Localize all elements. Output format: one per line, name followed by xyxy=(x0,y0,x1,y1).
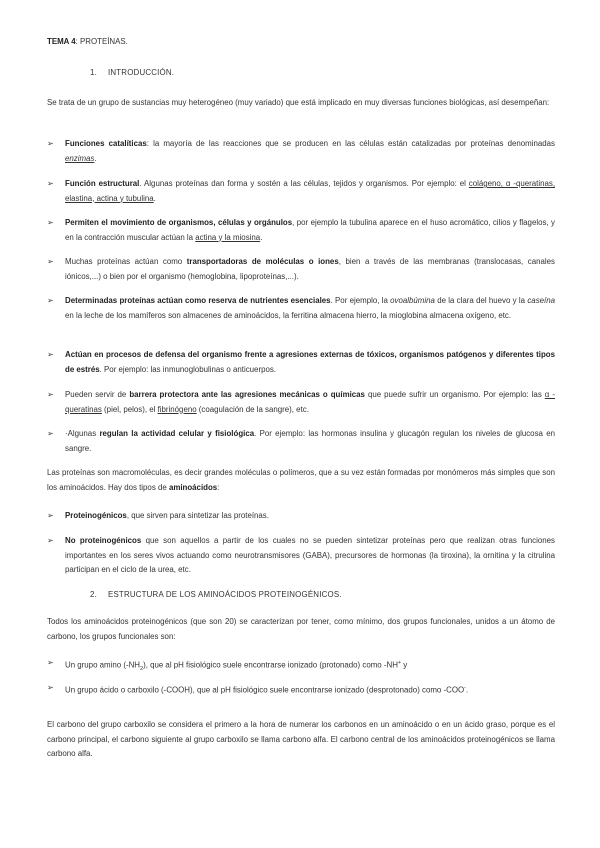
list-item: ➢ Proteinogénicos, que sirven para sintetizar las proteínas. xyxy=(47,509,555,524)
arrow-bullet-icon: ➢ xyxy=(47,218,54,227)
arrow-bullet-icon: ➢ xyxy=(47,350,54,359)
arrow-bullet-icon: ➢ xyxy=(47,257,54,266)
list-item: ➢ Un grupo amino $(-NH_2)$, que al pH fisiológico suele encontrarse ionizado (protonado) como -NH+ y xyxy=(47,658,408,673)
list-item: ➢ Determinadas proteínas actúan como reserva de nutrientes esenciales. Por ejemplo, la ovoalbúmina de la clara del huevo y la caseína en la leche de los mamíferos son almacenes de aminoácidos, la ferritina almacena hierro, la mioglobina almacena oxígeno, etc. xyxy=(47,296,555,320)
macromolecules-paragraph: Las proteínas son macromoléculas, es decir grandes moléculas o polímeros, que a su vez están formadas por monómeros más simples que son los aminoácidos. Hay dos tipos de aminoácidos: xyxy=(47,468,555,492)
list-item: ➢ Actúan en procesos de defensa del organismo frente a agresiones externas de tóxicos, organismos patógenos y diferentes tipos de estrés. Por ejemplo: las inmunoglobulinas o anticuerpos. xyxy=(47,350,555,374)
list-item: ➢ Muchas proteínas actúan como transportadoras de moléculas o iones, bien a través de las membranas (translocasas, canales iónicos,...) o bien por el organismo (hemoglobina, lipoproteínas,...). xyxy=(47,257,555,281)
list-item: ➢ Pueden servir de barrera protectora ante las agresiones mecánicas o químicas que puede sufrir un organismo. Por ejemplo: las α -queratinas (piel, pelos), el fibrinógeno (coagulación de la sangre), etc. xyxy=(47,390,555,414)
closing-paragraph: El carbono del grupo carboxilo se considera el primero a la hora de numerar los carbonos en un aminoácido o en un ácido graso, porque es el carbono principal, el carbono siguiente al grupo carboxilo se llama carbono alfa. El carbono central de los aminoácidos proteinogénicos se llama carbono alfa. xyxy=(47,720,555,758)
arrow-bullet-icon: ➢ xyxy=(47,658,54,667)
list-item: ➢ ·Algunas regulan la actividad celular y fisiológica. Por ejemplo: las hormonas insulina y glucagón regulan los niveles de glucosa en sangre. xyxy=(47,429,555,453)
arrow-bullet-icon: ➢ xyxy=(47,139,54,148)
list-item: ➢ Funciones catalíticas: la mayoría de las reacciones que se producen en las células están catalizadas por proteínas denominadas enzimas. xyxy=(47,139,556,163)
arrow-bullet-icon: ➢ xyxy=(47,296,54,305)
intro-paragraph: Se trata de un grupo de sustancias muy heterogéneo (muy variado) que está implicado en muy diversas funciones biológicas, así desempeñan: xyxy=(47,98,550,107)
arrow-bullet-icon: ➢ xyxy=(47,683,54,692)
arrow-bullet-icon: ➢ xyxy=(47,179,54,188)
document-title: TEMA 4: PROTEÍNAS. xyxy=(47,37,128,46)
structure-intro-paragraph: Todos los aminoácidos proteinogénicos (que son 20) se caracterizan por tener, como mínimo, dos grupos funcionales, unidos a un átomo de carbono, los grupos funcionales son: xyxy=(47,617,555,641)
arrow-bullet-icon: ➢ xyxy=(47,429,54,438)
list-item: ➢ Función estructural. Algunas proteínas dan forma y sostén a las células, tejidos y organismos. Por ejemplo: el colágeno, α -queratinas, elastina, actina y tubulina. xyxy=(47,179,556,203)
list-item: ➢ No proteinogénicos que son aquellos a partir de los cuales no se pueden sintetizar proteínas pero que realizan otras funciones importantes en los seres vivos actuando como neurotransmisores (GABA), precursores de hormonas (la tiroxina), la ornitina y la citrulina participan en el ciclo de la urea, etc. xyxy=(47,536,555,574)
arrow-bullet-icon: ➢ xyxy=(47,536,54,545)
section-heading-1: 1. INTRODUCCIÓN. xyxy=(90,68,175,77)
list-item: ➢ Un grupo ácido o carboxilo (-COOH), que al pH fisiológico suele encontrarse ionizado (desprotonado) como -COO-. xyxy=(47,683,469,695)
arrow-bullet-icon: ➢ xyxy=(47,390,54,399)
list-item: ➢ Permiten el movimiento de organismos, células y orgánulos, por ejemplo la tubulina aparece en el huso acromático, cilios y flagelos, y en la contracción muscular actúan la actina y la miosina. xyxy=(47,218,555,242)
section-heading-2: 2. ESTRUCTURA DE LOS AMINOÁCIDOS PROTEINOGÉNICOS. xyxy=(90,590,342,599)
arrow-bullet-icon: ➢ xyxy=(47,511,54,520)
